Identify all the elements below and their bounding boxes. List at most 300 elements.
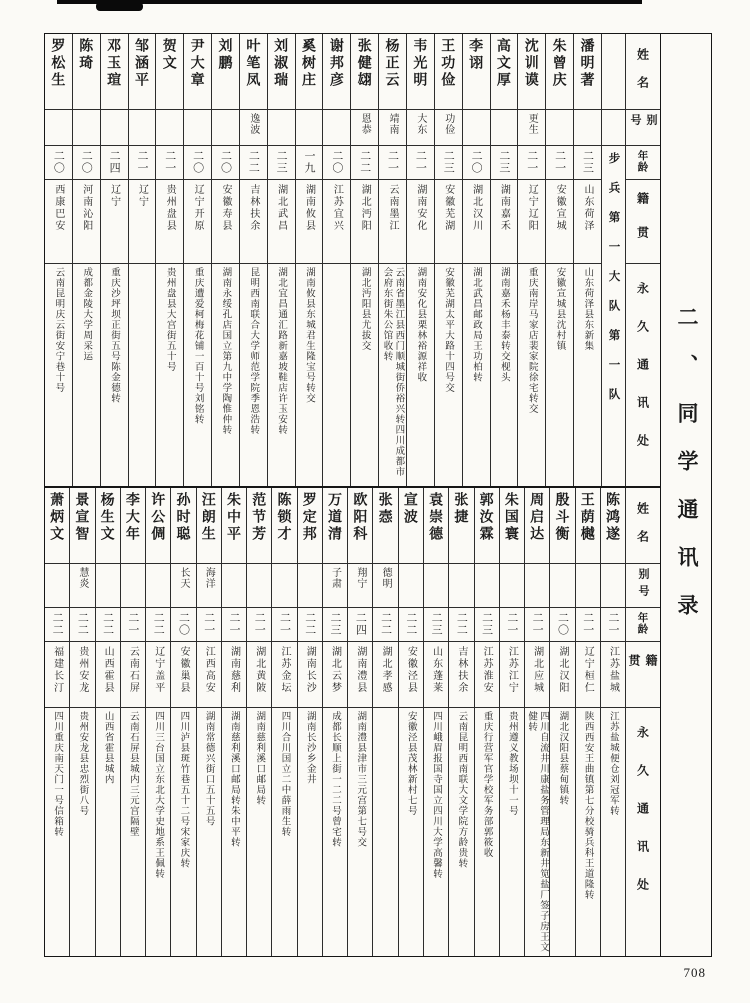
person-address-cell (379, 264, 406, 486)
person-name: 贺文 (161, 38, 178, 72)
person-age: 二三 (329, 612, 342, 636)
person-address-cell (156, 264, 183, 486)
person-alias-cell (348, 564, 372, 608)
header-column-top (626, 34, 660, 486)
person-alias-cell (449, 564, 473, 608)
person-address: 江苏盐城便仓刘冠军转 (607, 711, 619, 816)
person-origin: 湖北武昌 (275, 184, 287, 232)
person-address: 湖南澧县津市三元宫第七号交 (355, 711, 367, 848)
person-name-cell (70, 488, 94, 564)
header-origin-cell (626, 180, 660, 264)
person-name-cell (576, 488, 600, 564)
person-address: 云南昆明庆云街安宁巷十号 (53, 267, 65, 393)
person-age-cell (268, 146, 295, 180)
person-name-cell (601, 488, 625, 564)
person-alias-cell (45, 110, 72, 146)
person-name: 杨生文 (99, 492, 116, 543)
person-name: 叶笔凤 (245, 38, 262, 89)
person-address: 山西省霍县城内 (102, 711, 114, 785)
person-name: 萧炳文 (49, 492, 66, 543)
person-name-cell (268, 34, 295, 110)
person-origin: 辽宁盖平 (152, 646, 164, 694)
person-name-cell (96, 488, 120, 564)
person-address-cell (323, 708, 347, 956)
person-column (449, 488, 474, 956)
person-age-cell (463, 146, 490, 180)
table-body (45, 34, 661, 956)
person-age: 二一 (505, 612, 518, 636)
header-address-cell (626, 264, 660, 486)
person-alias: 恩恭 (359, 113, 371, 135)
person-origin-cell (96, 642, 120, 708)
person-age-cell (574, 146, 601, 180)
person-address-cell (463, 264, 490, 486)
person-address-cell (197, 708, 221, 956)
person-origin-cell (518, 180, 545, 264)
person-column (525, 488, 550, 956)
person-origin-cell (197, 642, 221, 708)
person-age-cell (601, 608, 625, 642)
person-address-cell (550, 708, 574, 956)
person-origin: 贵州安龙 (76, 646, 88, 694)
header-alias-label: 别号 (629, 114, 657, 131)
person-alias: 功俭 (442, 113, 454, 135)
person-address: 湖南安化县栗林裕源祥收 (415, 267, 427, 383)
person-alias-cell (101, 110, 128, 146)
person-name-cell (407, 34, 434, 110)
directory-table (44, 33, 712, 957)
person-address: 湖北汉阳县蔡甸镇转 (557, 711, 569, 806)
person-age-cell (348, 608, 372, 642)
person-origin-cell (373, 642, 397, 708)
header-age-label: 年龄 (636, 150, 649, 173)
person-origin-cell (101, 180, 128, 264)
person-address: 云南石屏县城内三元宫隔壁 (127, 711, 139, 837)
person-origin-cell (463, 180, 490, 264)
person-column (247, 488, 272, 956)
person-address: 四川峨眉报国寺国立四川大学高馨转 (431, 711, 443, 879)
person-column (240, 34, 268, 486)
person-address: 成都长顺上街一二二号曾宅转 (329, 711, 341, 848)
person-address: 湖南嘉禾杨丰泰转交枧头 (498, 267, 510, 383)
person-origin: 吉林扶余 (247, 184, 259, 232)
person-address-cell (574, 264, 601, 486)
person-name-cell (45, 488, 69, 564)
person-origin: 安徽芜湖 (442, 184, 454, 232)
person-address: 四川自流井川康盐务管理局东新井笕盐厂签子房王文健转 (526, 711, 550, 953)
bottom-half (45, 486, 660, 956)
person-name-cell (449, 488, 473, 564)
header-name-label: 姓名 (635, 502, 650, 558)
person-address-cell (525, 708, 549, 956)
person-origin-cell (500, 642, 524, 708)
person-column (500, 488, 525, 956)
person-origin: 湖北黄陂 (253, 646, 265, 694)
person-age: 二一 (414, 150, 427, 174)
person-address-cell (475, 708, 499, 956)
person-alias-cell (298, 564, 322, 608)
person-address: 成都金陵大学周采运 (81, 267, 93, 362)
person-column (184, 34, 212, 486)
person-alias-cell (70, 564, 94, 608)
person-address-cell (576, 708, 600, 956)
person-column (518, 34, 546, 486)
person-column (348, 488, 373, 956)
person-address: 四川重庆南天门一号信箱转 (52, 711, 64, 837)
person-address-cell (491, 264, 518, 486)
person-origin-cell (45, 642, 69, 708)
person-name-cell (550, 488, 574, 564)
person-origin-cell (146, 642, 170, 708)
person-address-cell (323, 264, 350, 486)
person-address: 湖北武昌邮政局王功柏转 (471, 267, 483, 383)
person-column (491, 34, 519, 486)
person-origin-cell (298, 642, 322, 708)
person-origin: 山东荷泽 (581, 184, 593, 232)
person-origin-cell (212, 180, 239, 264)
person-name: 杨正云 (384, 38, 401, 89)
person-origin-cell (70, 642, 94, 708)
person-origin-cell (348, 642, 372, 708)
person-name-cell (222, 488, 246, 564)
person-name: 谢邦彦 (328, 38, 345, 89)
person-name: 高文厚 (495, 38, 512, 89)
person-origin: 辽宁开原 (192, 184, 204, 232)
person-age: 二二 (303, 612, 316, 636)
header-origin-cell (626, 642, 660, 708)
person-address-cell (96, 708, 120, 956)
person-origin: 安徽宣城 (554, 184, 566, 232)
person-column (546, 34, 574, 486)
person-name: 孙时聪 (175, 492, 192, 543)
person-address-cell (518, 264, 545, 486)
person-age: 二二 (247, 150, 260, 174)
person-column (574, 34, 602, 486)
person-origin: 吉林扶余 (455, 646, 467, 694)
person-alias-cell (323, 564, 347, 608)
person-alias-cell (268, 110, 295, 146)
person-age: 二四 (354, 612, 367, 636)
person-column (399, 488, 424, 956)
person-address-cell (298, 708, 322, 956)
person-column (70, 488, 95, 956)
person-name: 张悫 (377, 492, 394, 526)
person-alias: 子肃 (329, 567, 341, 589)
person-name-cell (272, 488, 296, 564)
person-address-cell (546, 264, 573, 486)
person-column (171, 488, 196, 956)
person-origin-cell (222, 642, 246, 708)
person-alias-cell (550, 564, 574, 608)
person-alias-cell (222, 564, 246, 608)
person-alias-cell (399, 564, 423, 608)
section-title: 二、同学通讯录 (675, 306, 698, 642)
person-origin: 江苏金坛 (279, 646, 291, 694)
person-name: 王功俭 (440, 38, 457, 89)
person-name-cell (399, 488, 423, 564)
person-age-cell (45, 608, 69, 642)
person-address-cell (373, 708, 397, 956)
person-address: 四川泸县斑竹巷五十二号宋家庆转 (178, 711, 190, 869)
person-age-cell (96, 608, 120, 642)
person-alias-cell (129, 110, 156, 146)
person-name: 罗松生 (50, 38, 67, 89)
person-age: 二一 (531, 612, 544, 636)
person-origin: 云南墨江 (387, 184, 399, 232)
person-origin: 河南沁阳 (80, 184, 92, 232)
person-age-cell (298, 608, 322, 642)
person-name: 李大年 (124, 492, 141, 543)
person-age: 二〇 (191, 150, 204, 174)
person-address: 湖南永绥孔店国立第九中学陶惟仲转 (220, 267, 232, 435)
person-origin: 湖南攸县 (303, 184, 315, 232)
person-origin-cell (449, 642, 473, 708)
person-name-cell (373, 488, 397, 564)
person-alias-cell (518, 110, 545, 146)
person-origin-cell (424, 642, 448, 708)
person-alias-cell (212, 110, 239, 146)
person-name-cell (184, 34, 211, 110)
person-column (272, 488, 297, 956)
person-age-cell (240, 146, 267, 180)
person-age-cell (296, 146, 323, 180)
person-age-cell (184, 146, 211, 180)
person-alias: 德明 (380, 567, 392, 589)
person-address-cell (351, 264, 378, 486)
person-alias-cell (45, 564, 69, 608)
person-age: 二二 (101, 612, 114, 636)
unit-label: 步兵第一大队第一队 (607, 152, 620, 418)
person-name: 潘明著 (579, 38, 596, 89)
person-age-cell (101, 146, 128, 180)
person-origin-cell (184, 180, 211, 264)
header-alias-cell (626, 564, 660, 608)
person-age-cell (197, 608, 221, 642)
person-address: 山东荷泽县东新集 (582, 267, 594, 351)
person-alias-cell (500, 564, 524, 608)
person-age-cell (146, 608, 170, 642)
person-age: 二一 (135, 150, 148, 174)
person-column (407, 34, 435, 486)
person-address-cell (121, 708, 145, 956)
person-alias-cell (171, 564, 195, 608)
person-origin-cell (323, 642, 347, 708)
person-age-cell (129, 146, 156, 180)
header-age-label: 年龄 (636, 612, 649, 635)
person-origin: 江苏江宁 (506, 646, 518, 694)
person-age-cell (424, 608, 448, 642)
person-age: 二一 (163, 150, 176, 174)
person-age: 二一 (278, 612, 291, 636)
person-origin-cell (550, 642, 574, 708)
person-name: 郭汝霖 (478, 492, 495, 543)
person-name: 张捷 (453, 492, 470, 526)
person-name-cell (323, 488, 347, 564)
person-age: 二〇 (177, 612, 190, 636)
person-address: 陕西西安王曲镇第七分校骑兵科王道隆转 (582, 711, 594, 900)
person-name-cell (121, 488, 145, 564)
page-number: 708 (683, 965, 706, 980)
person-age: 二四 (108, 150, 121, 174)
person-name: 韦光明 (412, 38, 429, 89)
header-address-label: 永久通讯处 (635, 726, 650, 916)
person-name: 景宣智 (74, 492, 91, 543)
person-alias-cell (121, 564, 145, 608)
person-origin: 湖北孝感 (380, 646, 392, 694)
person-origin: 湖南安化 (414, 184, 426, 232)
person-age-cell (379, 146, 406, 180)
person-address: 重庆南岸马家店裴家院徐宅转交 (526, 267, 538, 414)
person-origin: 湖南慈利 (228, 646, 240, 694)
person-origin-cell (156, 180, 183, 264)
person-name-cell (379, 34, 406, 110)
person-alias-cell (373, 564, 397, 608)
person-column (435, 34, 463, 486)
person-age: 二〇 (556, 612, 569, 636)
person-column (101, 34, 129, 486)
person-alias-cell (146, 564, 170, 608)
person-column (146, 488, 171, 956)
person-column (379, 34, 407, 486)
person-origin: 湖南长沙 (304, 646, 316, 694)
person-alias: 逸波 (247, 113, 259, 135)
person-column (601, 488, 626, 956)
person-name-cell (463, 34, 490, 110)
person-address-cell (407, 264, 434, 486)
person-name: 周启达 (529, 492, 546, 543)
person-age-cell (323, 608, 347, 642)
person-column (121, 488, 146, 956)
person-alias: 翔宁 (354, 567, 366, 589)
person-age: 二二 (379, 612, 392, 636)
person-alias-cell (240, 110, 267, 146)
person-name-cell (212, 34, 239, 110)
person-origin: 山东蓬莱 (430, 646, 442, 694)
person-address-cell (146, 708, 170, 956)
header-name-cell (626, 488, 660, 564)
person-age-cell (323, 146, 350, 180)
person-address-cell (73, 264, 100, 486)
person-origin-cell (576, 642, 600, 708)
person-age: 二三 (581, 150, 594, 174)
person-origin-cell (171, 642, 195, 708)
header-age-cell (626, 608, 660, 642)
person-origin: 湖北应城 (531, 646, 543, 694)
person-age-cell (272, 608, 296, 642)
person-address: 昆明西南联合大学师范学院季恩浩转 (248, 267, 260, 435)
person-age-cell (156, 146, 183, 180)
person-name: 刘淑瑞 (273, 38, 290, 89)
person-origin: 辽宁 (136, 184, 148, 208)
person-name: 李诩 (468, 38, 485, 72)
person-age: 二二 (51, 612, 64, 636)
person-age-cell (373, 608, 397, 642)
person-age-cell (550, 608, 574, 642)
person-age-cell (500, 608, 524, 642)
person-name-cell (298, 488, 322, 564)
person-name: 朱国寰 (503, 492, 520, 543)
person-address: 湖南常德兴街口五十五号 (203, 711, 215, 827)
person-address-cell (184, 264, 211, 486)
person-name-cell (435, 34, 462, 110)
person-name-cell (73, 34, 100, 110)
person-origin: 云南石屏 (127, 646, 139, 694)
person-address-cell (247, 708, 271, 956)
person-age-cell (407, 146, 434, 180)
person-name: 袁崇德 (428, 492, 445, 543)
person-name-cell (491, 34, 518, 110)
person-address: 湖南长沙乡金井 (304, 711, 316, 785)
person-alias-cell (73, 110, 100, 146)
person-name-cell (101, 34, 128, 110)
header-column-bottom (626, 488, 660, 956)
person-address-cell (45, 708, 69, 956)
person-address: 贵州盘县大宫街五十号 (164, 267, 176, 372)
person-name: 朱曾庆 (551, 38, 568, 89)
person-column (298, 488, 323, 956)
person-origin: 湖南嘉禾 (498, 184, 510, 232)
person-name-cell (296, 34, 323, 110)
person-age-cell (73, 146, 100, 180)
person-address: 四川三台国立东北大学史地系王佩转 (153, 711, 165, 879)
person-column (323, 34, 351, 486)
person-age-cell (399, 608, 423, 642)
person-name-cell (424, 488, 448, 564)
header-alias-label: 别号 (637, 568, 649, 602)
person-alias: 长天 (177, 567, 189, 589)
person-origin-cell (240, 180, 267, 264)
person-name-cell (197, 488, 221, 564)
person-name: 范节芳 (251, 492, 268, 543)
person-name-cell (518, 34, 545, 110)
person-age: 二三 (480, 612, 493, 636)
header-name-cell (626, 34, 660, 110)
person-origin: 辽宁辽阳 (526, 184, 538, 232)
unit-label-cell (602, 146, 625, 486)
person-alias-cell (435, 110, 462, 146)
person-age: 二二 (76, 612, 89, 636)
person-name: 沈训谟 (523, 38, 540, 89)
person-name: 王荫樾 (579, 492, 596, 543)
person-column (550, 488, 575, 956)
person-origin-cell (475, 642, 499, 708)
person-address-cell (435, 264, 462, 486)
person-address-cell (348, 708, 372, 956)
person-age-cell (435, 146, 462, 180)
person-address: 云南省墨江县西门顺城街侨裕兴转四川成都市会府东街朱公馆收转 (381, 267, 405, 477)
person-age: 二三 (275, 150, 288, 174)
scan-artifact-smudge (96, 2, 143, 11)
person-address: 贵州安龙县忠烈街八号 (77, 711, 89, 816)
person-column (576, 488, 601, 956)
person-column (73, 34, 101, 486)
person-address: 安徽泾县茂林新村七号 (405, 711, 417, 816)
header-origin-label: 籍贯 (635, 192, 650, 260)
person-origin-cell (296, 180, 323, 264)
header-address-label: 永久通讯处 (635, 282, 650, 472)
person-origin: 安徽寿县 (219, 184, 231, 232)
person-address-cell (268, 264, 295, 486)
person-age: 一九 (303, 150, 316, 174)
person-address-cell (601, 708, 625, 956)
person-age-cell (475, 608, 499, 642)
person-name-cell (475, 488, 499, 564)
person-name-cell (351, 34, 378, 110)
person-age: 二二 (358, 150, 371, 174)
person-origin: 西康巴安 (52, 184, 64, 232)
scan-artifact-top-bar (57, 0, 642, 4)
person-age-cell (171, 608, 195, 642)
